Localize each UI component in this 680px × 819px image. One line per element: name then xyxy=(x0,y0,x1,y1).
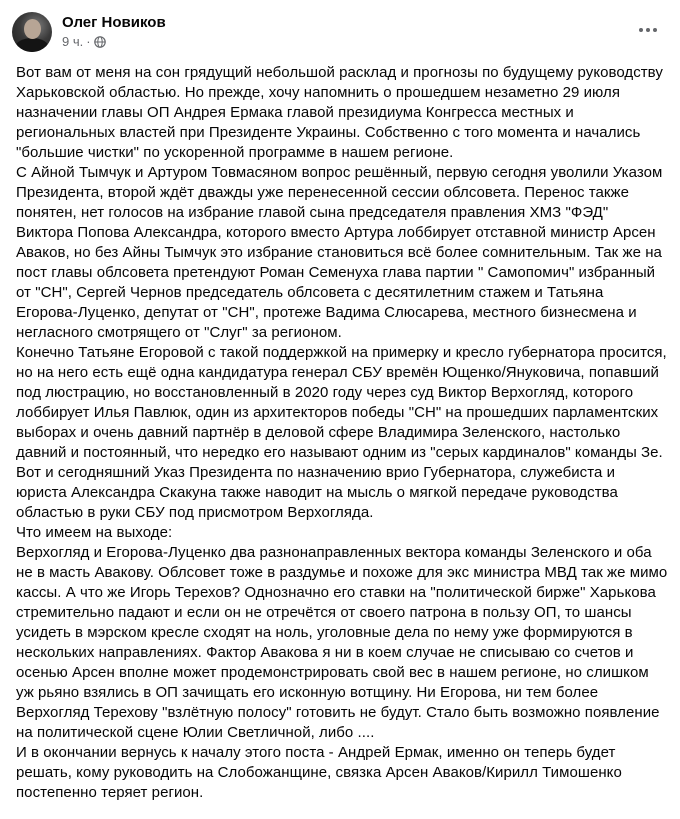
more-options-icon[interactable] xyxy=(634,20,662,40)
post-timestamp[interactable]: 9 ч. xyxy=(62,34,84,49)
post-paragraph: Конечно Татьяне Егоровой с такой поддержкой на примерку и кресло губернатора просится, но на него есть ещё одна кандидатура генерал СБУ времён Ющенко/Януковича, попавший под люстрацию, но восстановленный в 2020 году через суд Виктор Верхогляд, которого лоббирует Илья Павлюк, один из архитекторов победы "СН" на прошедших парламентских выборах и очень давний партнёр в деловой сфере Владимира Зеленского, настолько давний и постоянный, что нередко его называют одним из "серых кардиналов" команды Зе. Вот и сегодняшний Указ Президента по назначению врио Губернатора, служебиста и юриста Александра Скакуна также наводит на мысль о мягкой передаче руководства областью в руки СБУ под присмотром Верхогляда. xyxy=(16,344,667,521)
separator-dot: · xyxy=(86,34,91,49)
author-avatar[interactable] xyxy=(12,12,52,52)
post-paragraph: Что имеем на выходе: xyxy=(16,524,173,541)
avatar-shoulders xyxy=(15,38,49,52)
globe-icon[interactable] xyxy=(94,36,106,48)
post-header xyxy=(12,8,668,56)
post-body xyxy=(16,63,668,803)
post-paragraph: Верхогляд и Егорова-Луценко два разнонаправленных вектора команды Зеленского и оба не в масть Авакову. Облсовет тоже в раздумье и похоже для экс министра МВД так же мимо кассы. А что же Игорь Терехов? Однозначно его ставки на "политической бирже" Харькова стремительно падают и если он не отречётся от своего патрона в пользу ОП, то шансы усидеть в мэрском кресле сходят на ноль, уголовные дела по нему уже формируются в нескольких направлениях. Фактор Авакова я ни в коем случае не списываю со счетов и осенью Арсен вполне может продемонстрировать свой вес в нашем регионе, но слишком уж рьяно взялись в ОП зачищать его исконную вотщину. Ни Егорова, ни тем более Верхогляд Терехову "взлётную полосу" готовить не будут. Стало быть возможно появление на политической сцене Юлии Светличной, либо .... xyxy=(16,544,668,741)
avatar-face xyxy=(24,19,41,39)
post-paragraph: С Айной Тымчук и Артуром Товмасяном вопрос решённый, первую сегодня уволили Указом Президента, второй ждёт дважды уже перенесенной сессии облсовета. Перенос также понятен, нет голосов на избрание главой сына председателя правления ХМЗ "ФЭД" Виктора Попова Александра, которого вместо Артура лоббирует отставной министр Арсен Аваков, но без Айны Тымчук это избрание становиться всё более сомнительным. Так же на пост главы облсовета претендуют Роман Семенуха глава партии " Самопомич" избранный от "СН", Сергей Чернов председатель облсовета с десятилетним стажем и Татьяна Егорова-Луценко, депутат от "СН", протеже Вадима Слюсарева, местного бизнесмена и негласного смотрящего от "Слуг" за регионом. xyxy=(16,164,663,341)
post-subline xyxy=(62,34,166,50)
post-paragraph: И в окончании вернусь к началу этого поста - Андрей Ермак, именно он теперь будет решать, кому руководить на Слобожанщине, связка Арсен Аваков/Кирилл Тимошенко постепенно теряет регион. xyxy=(16,744,622,801)
post-paragraph: Вот вам от меня на сон грядущий небольшой расклад и прогнозы по будущему руководству Харьковской областью. Но прежде, хочу напомнить о прошедшем незаметно 29 июля назначении главы ОП Андрея Ермака главой президиума Конгресса местных и региональных властей при Президенте Украины. Собственно с того момента и начались "большие чистки" по ускоренной программе в нашем регионе. xyxy=(16,64,663,161)
author-name[interactable]: Олег Новиков xyxy=(62,14,166,31)
post-meta xyxy=(62,14,166,50)
